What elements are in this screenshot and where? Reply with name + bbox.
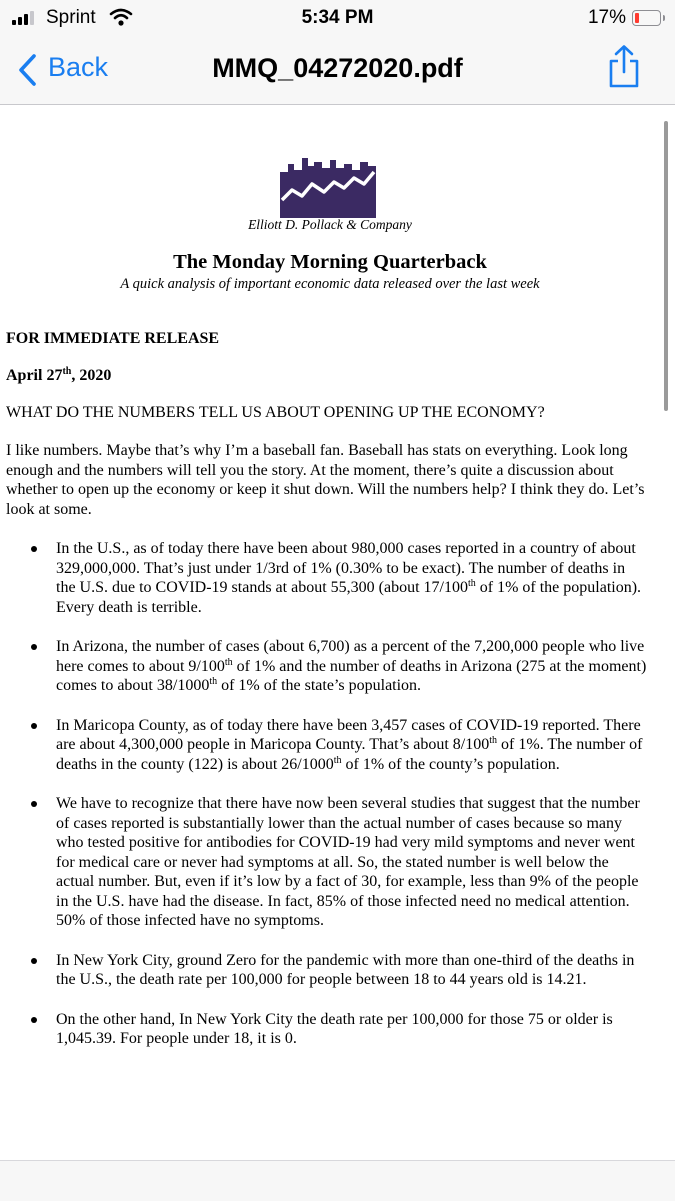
bullet-item: In Maricopa County, as of today there have been 3,457 cases of COVID-19 reported. There are about 4,300,000 people in Maricopa County. That’s about 8/100th of 1%. The number of deaths in the county (122) is about 26/1000th of 1% of the county’s population.: [0, 716, 648, 775]
bullet-dot: [31, 1017, 37, 1023]
status-bar: [0, 0, 675, 36]
bullet-dot: [31, 801, 37, 807]
bullet-list: [0, 539, 660, 1049]
skyline-chart-logo: [280, 158, 376, 223]
bullet-item: In Arizona, the number of cases (about 6,700) as a percent of the 7,200,000 people who live here comes to about 9/100th of 1% and the number of deaths in Arizona (275 at the moment) comes to about 38/1000th of 1% of the state’s population.: [0, 637, 648, 696]
newsletter-subtitle: A quick analysis of important economic data released over the last week: [120, 276, 540, 292]
company-name: Elliott D. Pollack & Company: [248, 217, 412, 232]
bullet-item: On the other hand, In New York City the death rate per 100,000 for those 75 or older is 1,045.39. For people under 18, it is 0.: [0, 1010, 648, 1049]
back-label: Back: [48, 52, 109, 82]
bottom-toolbar: [0, 1160, 675, 1201]
scroll-indicator[interactable]: [664, 121, 668, 411]
bullet-dot: [31, 723, 37, 729]
navigation-bar: [0, 36, 675, 105]
clock: 5:34 PM: [301, 7, 374, 28]
share-button[interactable]: [604, 44, 644, 94]
release-label: FOR IMMEDIATE RELEASE: [6, 330, 220, 347]
bullet-dot: [31, 644, 37, 650]
battery-icon: [632, 10, 661, 26]
battery-percentage: 17%: [587, 7, 626, 28]
bullet-item: We have to recognize that there have now been several studies that suggest that the number of cases reported is substantially lower than the actual number of cases because so many who tested positive for antibodies for COVID-19 had very mild symptoms and never went for medical care or never had symptoms at all. So, the stated number is well below the actual number. But, even if it’s low by a fact of 30, for example, less than 9% of the people in the U.S. have had the disease. In fact, 85% of those infected need no medical attention. 50% of those infected have no symptoms.: [0, 794, 648, 931]
release-date: April 27th, 2020: [6, 366, 112, 384]
intro-paragraph: I like numbers. Maybe that’s why I’m a baseball fan. Baseball has stats on everything. Look long enough and the numbers will tell you the story. At the moment, there’s quite a discussion about whether to open up the economy or keep it shut down. Will the numbers help? I think they do. Let’s look at some.: [6, 442, 645, 518]
document-title: MMQ_04272020.pdf: [212, 53, 463, 83]
carrier-name: Sprint: [46, 7, 96, 28]
bullet-item: In the U.S., as of today there have been about 980,000 cases reported in a country of about 329,000,000. That’s just under 1/3rd of 1% (0.30% to be exact). The number of deaths in the U.S. due to COVID-19 stands at about 55,300 (about 17/100th of 1% of the population). Every death is terrible.: [0, 539, 648, 617]
bullet-item: In New York City, ground Zero for the pandemic with more than one-third of the deaths in the U.S., the death rate per 100,000 for people between 18 to 44 years old is 14.21.: [0, 951, 648, 990]
share-icon: [604, 77, 644, 94]
pdf-page[interactable]: [0, 105, 675, 1160]
bullet-dot: [31, 546, 37, 552]
section-heading: WHAT DO THE NUMBERS TELL US ABOUT OPENING UP THE ECONOMY?: [6, 404, 545, 421]
bullet-dot: [31, 958, 37, 964]
newsletter-title: The Monday Morning Quarterback: [173, 251, 487, 273]
